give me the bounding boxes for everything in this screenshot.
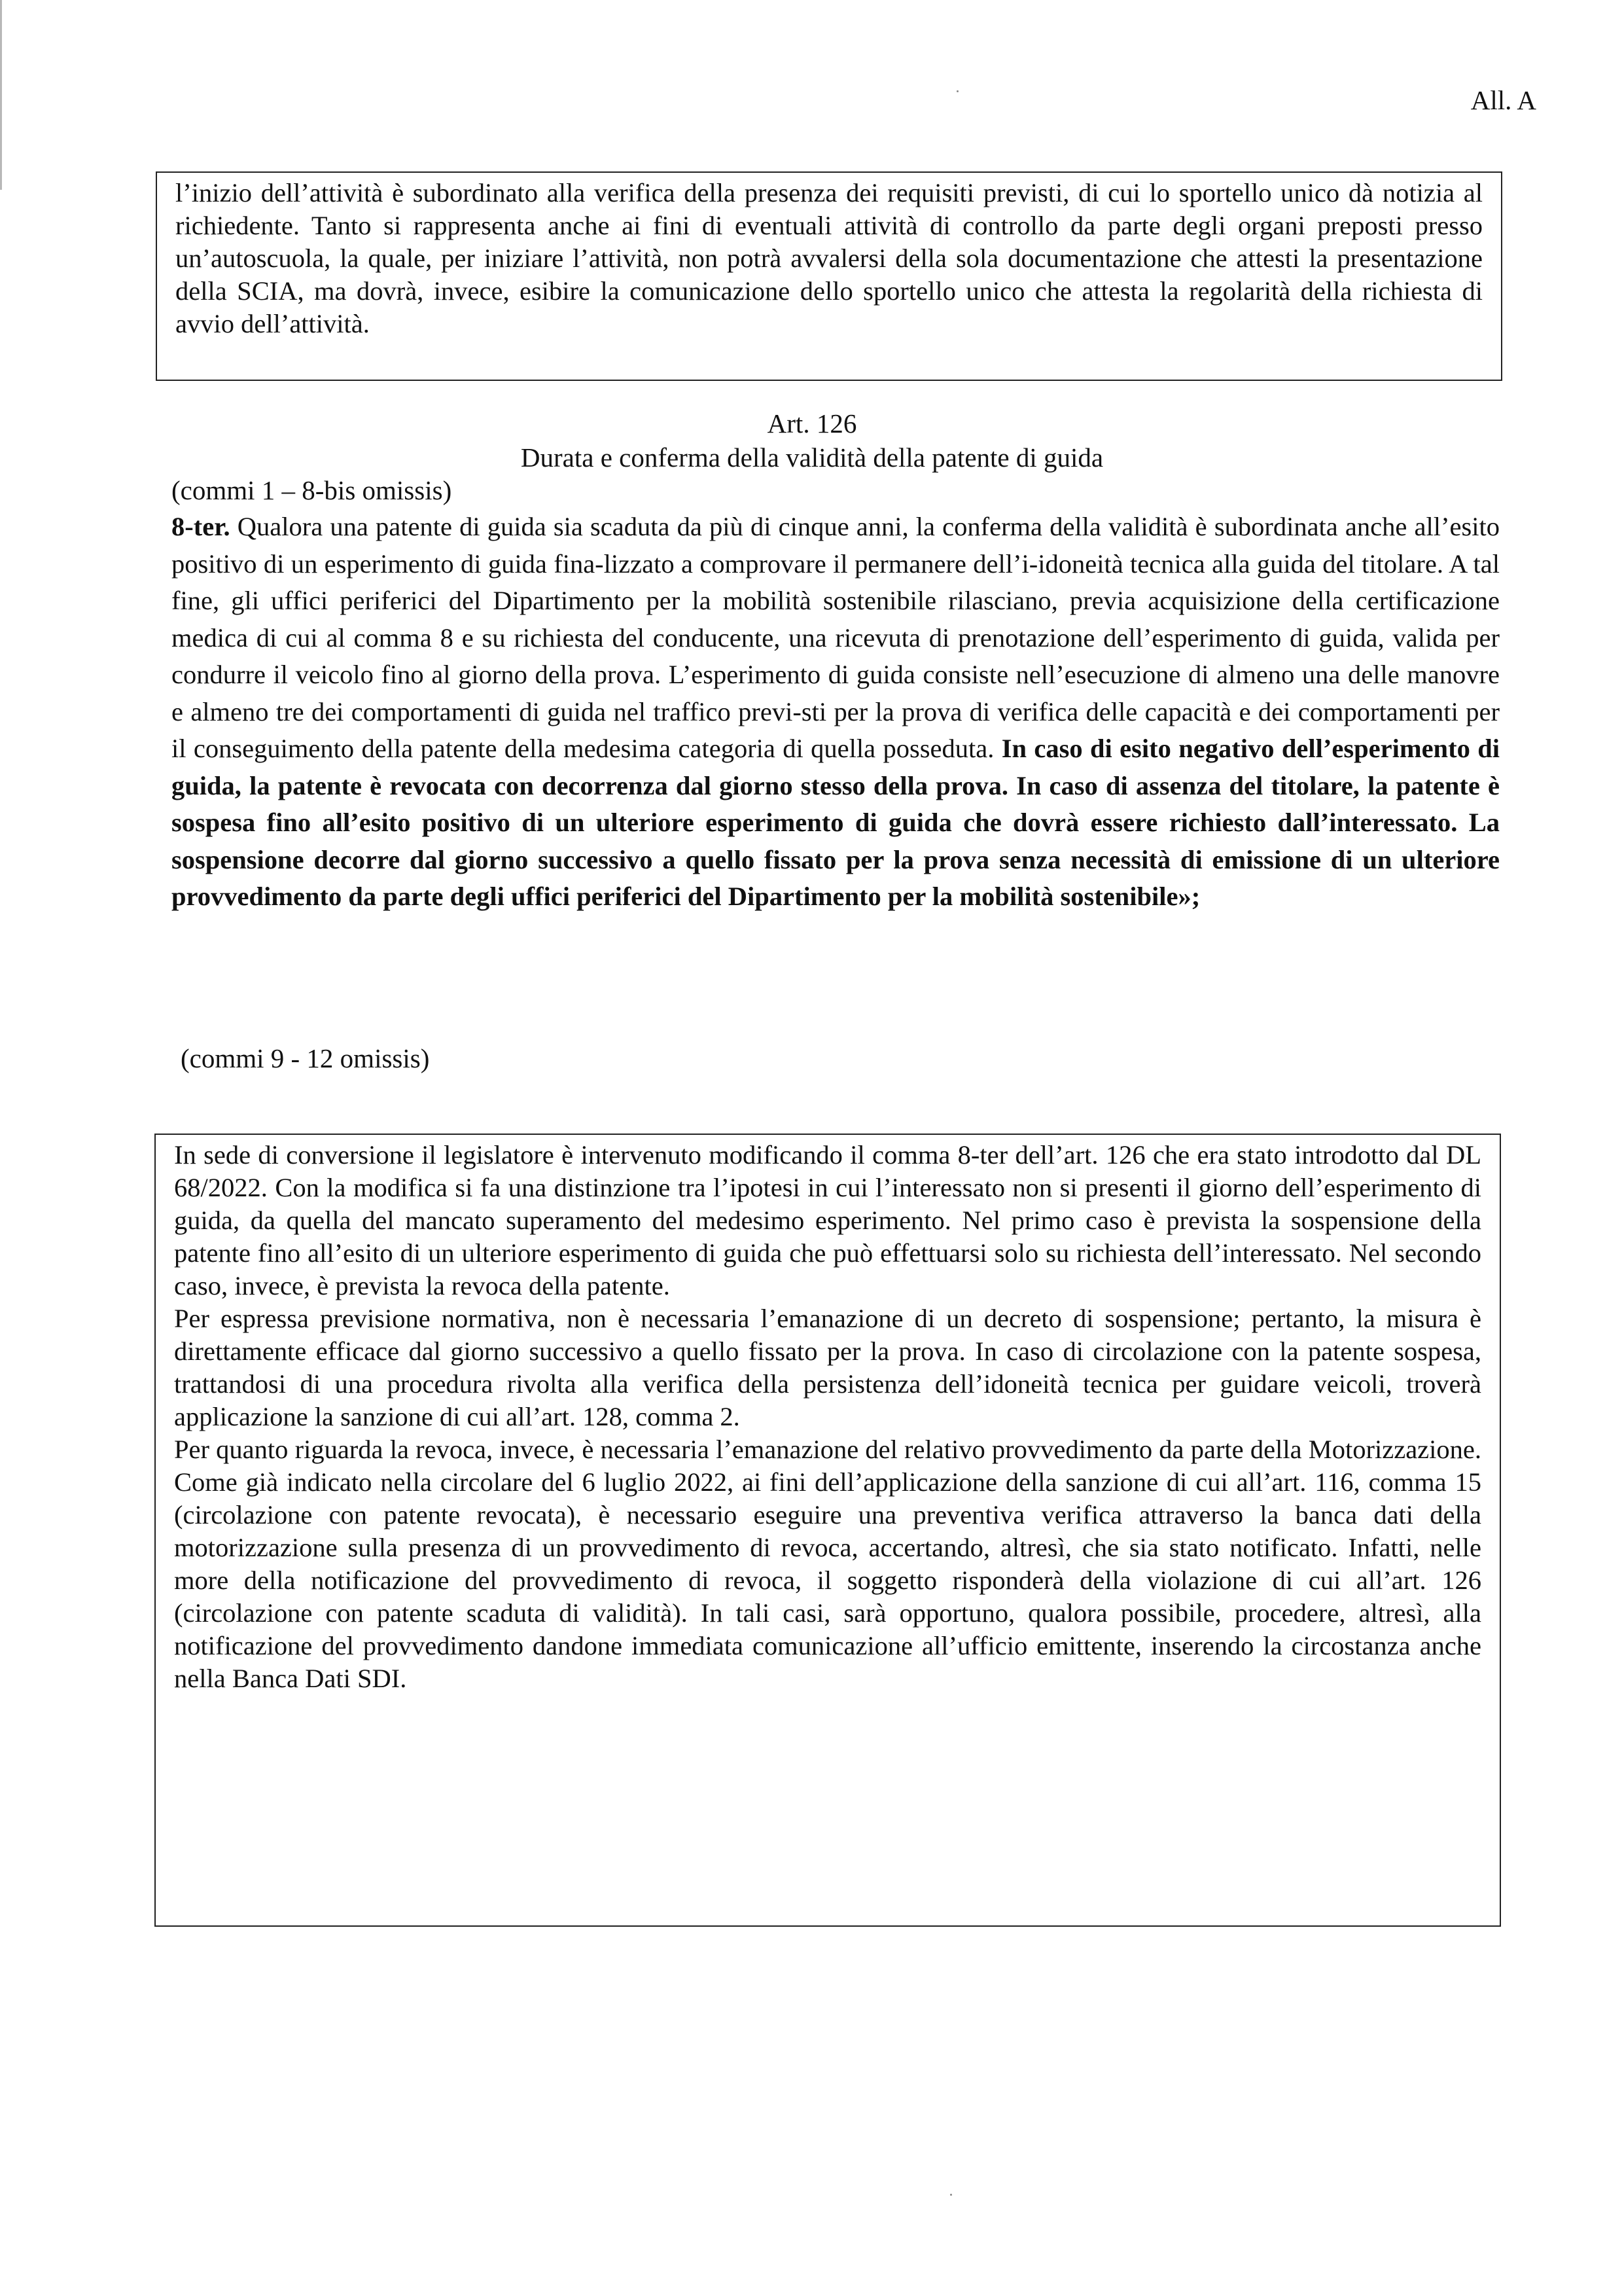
article-paragraph-8ter (171, 509, 1500, 916)
commi-omitted-before: (commi 1 – 8-bis omissis) (171, 475, 452, 505)
article-title: Durata e conferma della validità della patente di guida (520, 442, 1104, 473)
article-number: Art. 126 (767, 408, 857, 438)
note-paragraph-2: Per espressa previsione normativa, non è necessaria l’emanazione di un decreto di sospensione; pertanto, la misura è direttamente efficace dal giorno successivo a quello fissato per la prova. In caso di circolazione con la patente sospesa, trattandosi di una procedura rivolta alla verifica della persistenza dell’idoneità tecnica per guidare veicoli, troverà applicazione la sanzione di cui all’art. 128, comma 2. (174, 1304, 1481, 1431)
attachment-label: All. A (1470, 85, 1536, 115)
paragraph-bold-amendment: In caso di esito negativo dell’esperimento di guida, la patente è revocata con decorrenza dal giorno stesso della prova. In caso di assenza del titolare, la patente è sospesa fino all’esito positivo di un ulteriore esperimento di guida che dovrà essere richiesto dall’interessato. La sospensione decorre dal giorno successivo a quello fissato per la prova senza necessità di emissione di un ulteriore provvedimento da parte degli uffici periferici del Dipartimento per la mobilità sostenibile»; (171, 734, 1500, 911)
scan-speck (957, 90, 959, 92)
scan-speck (950, 2194, 952, 2196)
note-box-bottom (154, 1134, 1501, 1927)
note-paragraph-3: Per quanto riguarda la revoca, invece, è necessaria l’emanazione del relativo provvedimento da parte della Motorizzazione. Come già indicato nella circolare del 6 luglio 2022, ai fini dell’applicazione della sanzione di cui all’art. 116, comma 15 (circolazione con patente revocata), è necessario eseguire una preventiva verifica attraverso la banca dati della motorizzazione sulla presenza di un provvedimento di revoca, accertando, altresì, che sia stato notificato. Infatti, nelle more della notificazione del provvedimento di revoca, il soggetto risponderà della violazione di cui all’art. 126 (circolazione con patente scaduta di validità). In tali casi, sarà opportuno, qualora possibile, procedere, altresì, alla notificazione del provvedimento dandone immediata comunicazione all’ufficio emittente, inserendo la circostanza anche nella Banca Dati SDI. (174, 1435, 1481, 1693)
note-paragraph-1: In sede di conversione il legislatore è intervenuto modificando il comma 8-ter dell’art. 126 che era stato introdotto dal DL 68/2022. Con la modifica si fa una distinzione tra l’ipotesi in cui l’interessato non si presenti il giorno dell’esperimento di guida, da quella del mancato superamento del medesimo esperimento. Nel primo caso è prevista la sospensione della patente fino all’esito di un ulteriore esperimento di guida che può effettuarsi solo su richiesta dell’interessato. Nel secondo caso, invece, è prevista la revoca della patente. (174, 1140, 1481, 1300)
note-box-top (156, 171, 1502, 381)
paragraph-label: 8-ter. (171, 512, 230, 541)
scan-edge-mark (0, 0, 2, 190)
commi-omitted-after: (commi 9 - 12 omissis) (181, 1043, 430, 1073)
paragraph-text: Qualora una patente di guida sia scaduta da più di cinque anni, la conferma della validità è subordinata anche all’esito positivo di un esperimento di guida fina-lizzato a comprovare il permanere dell’i-idoneità tecnica alla guida del titolare. A tal fine, gli uffici periferici del Dipartimento per la mobilità sostenibile rilasciano, previa acquisizione della certificazione medica di cui al comma 8 e su richiesta del conducente, una ricevuta di prenotazione dell’esperimento di guida, valida per condurre il veicolo fino al giorno della prova. L’esperimento di guida consiste nell’esecuzione di almeno una delle manovre e almeno tre dei comportamenti di guida nel traffico previ-sti per la prova di verifica delle capacità e dei comportamenti per il conseguimento della patente della medesima categoria di quella posseduta. (171, 512, 1500, 763)
note-top-text: l’inizio dell’attività è subordinato alla verifica della presenza dei requisiti previsti, di cui lo sportello unico dà notizia al richiedente. Tanto si rappresenta anche ai fini di eventuali attività di controllo da parte degli organi preposti presso un’autoscuola, la quale, per iniziare l’attività, non potrà avvalersi della sola documentazione che attesti la presentazione della SCIA, ma dovrà, invece, esibire la comunicazione dello sportello unico che attesta la regolarità della richiesta di avvio dell’attività. (175, 178, 1483, 338)
